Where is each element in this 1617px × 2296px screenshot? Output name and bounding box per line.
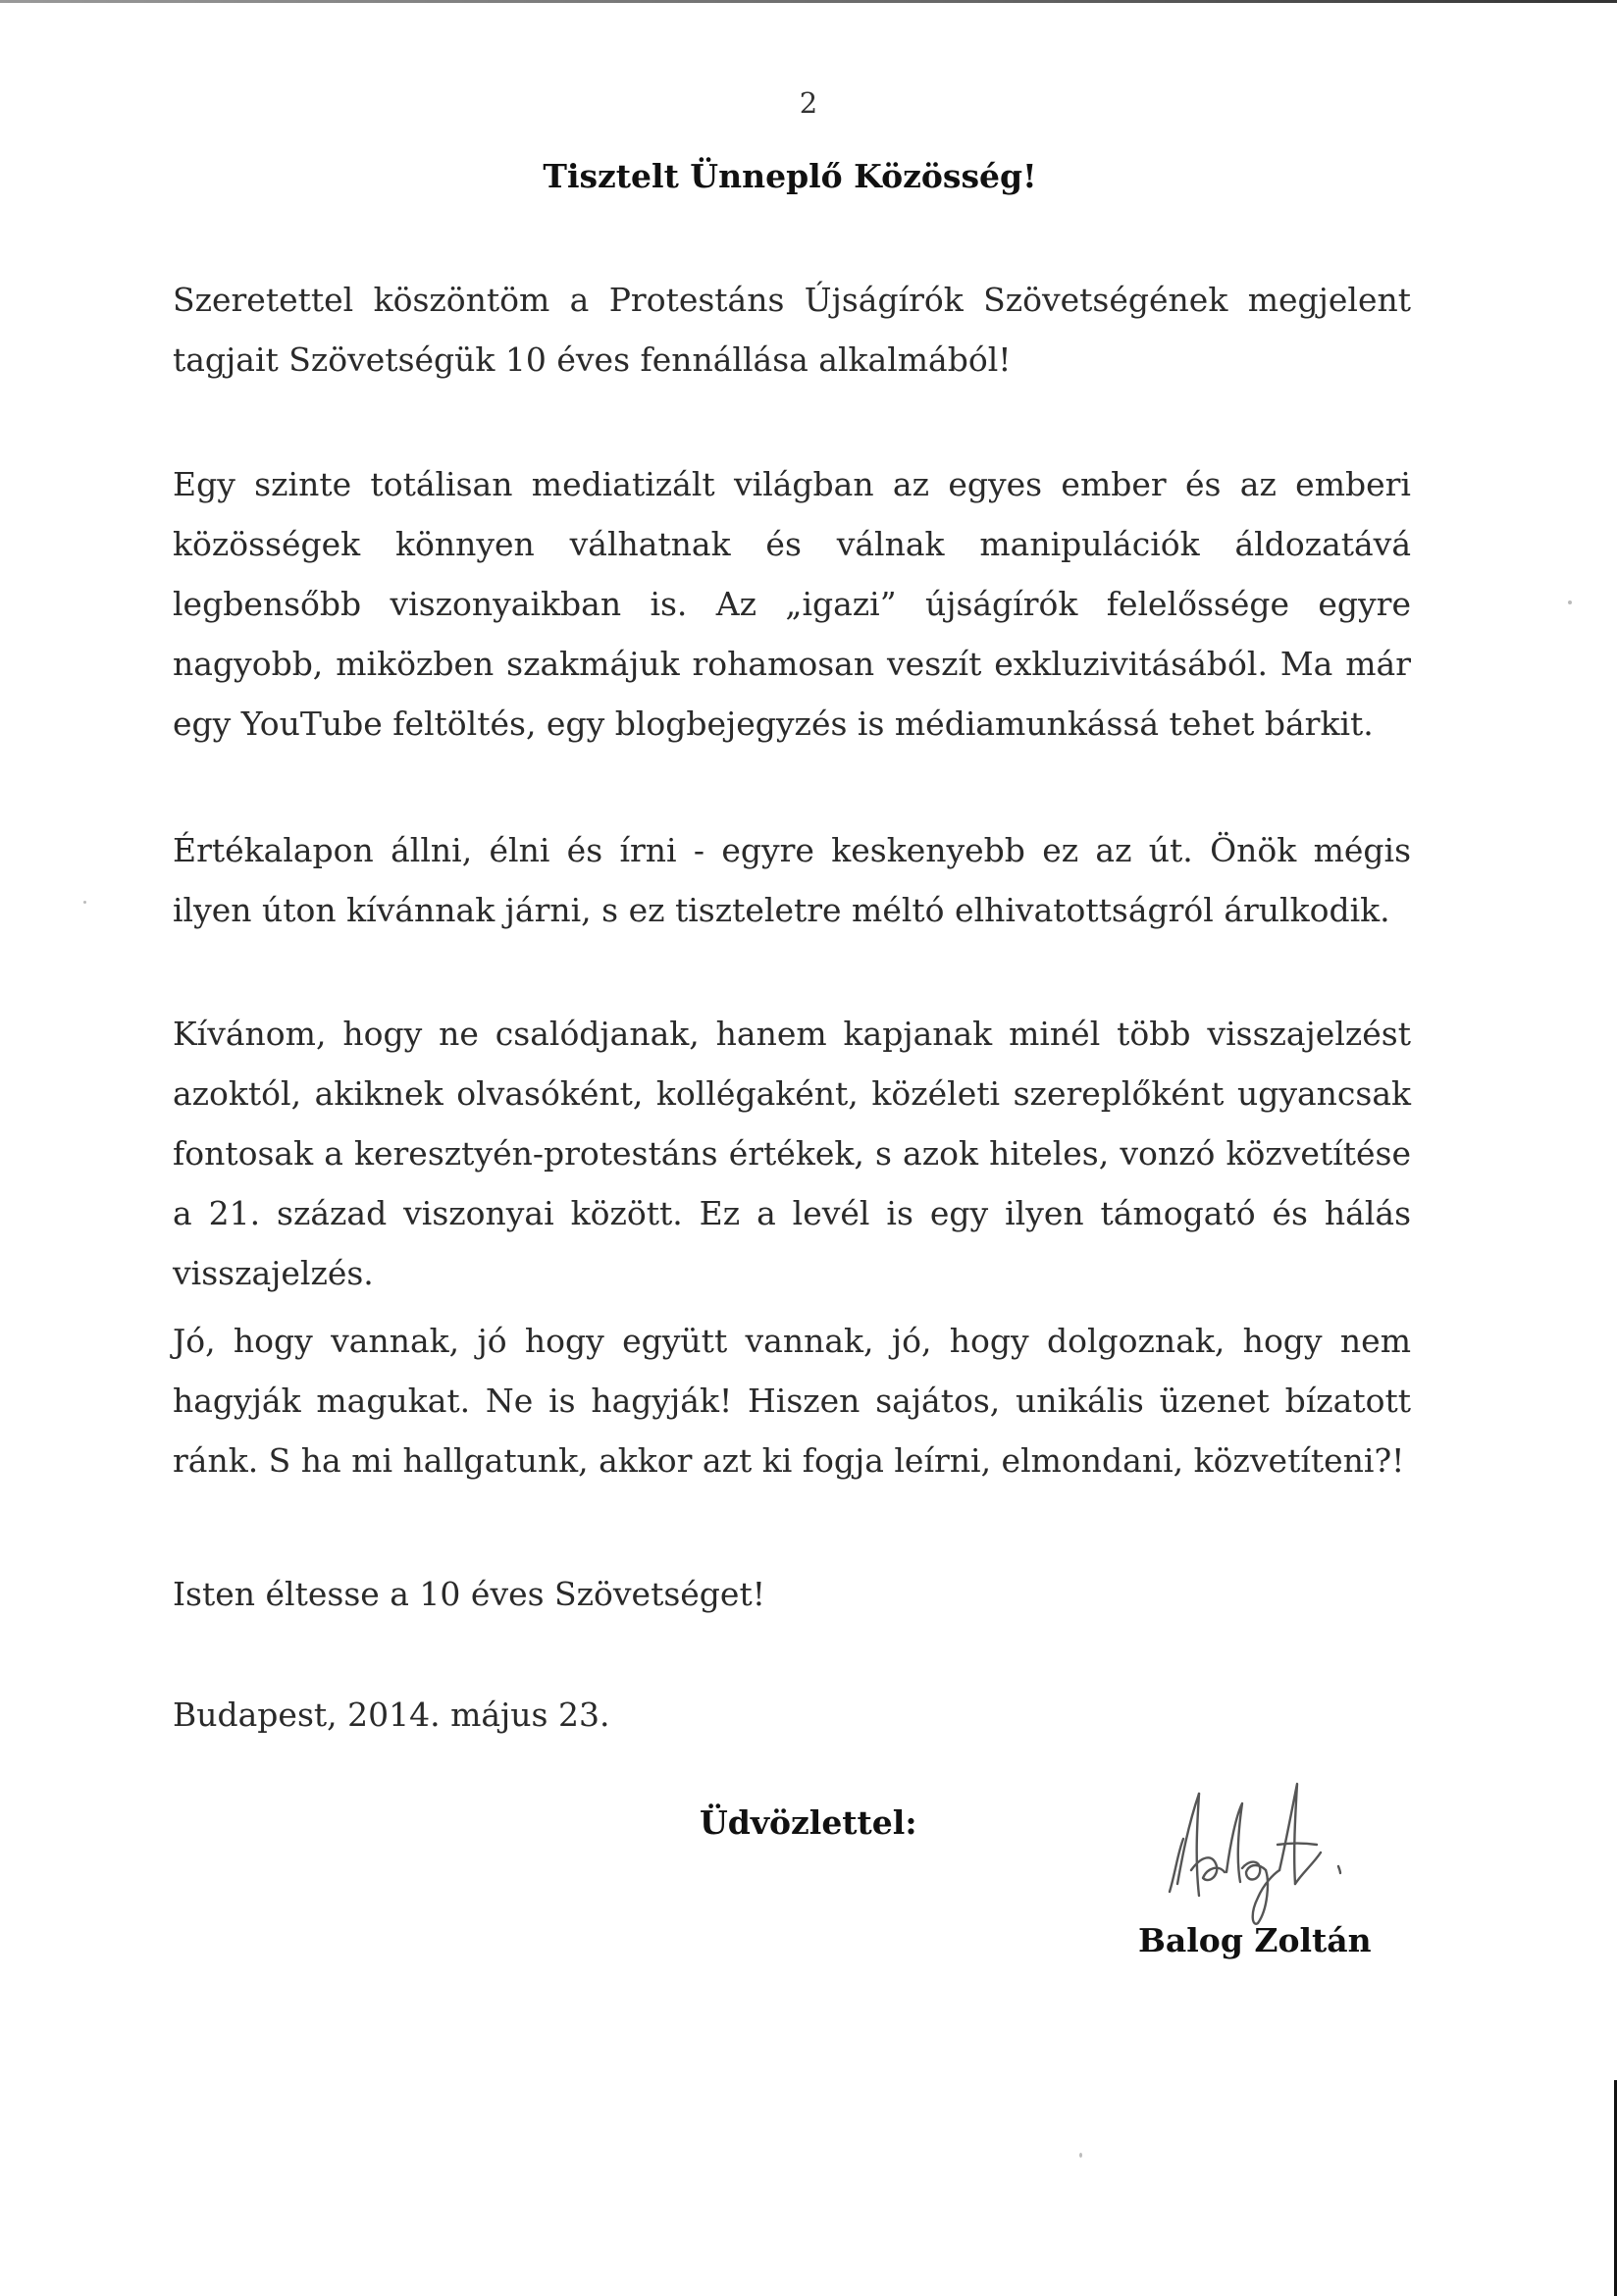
paragraph-wishes: Kívánom, hogy ne csalódjanak, hanem kapjanak minél több visszajelzést azoktól, akiknek olvasóként, kollégaként, közéleti szereplőként ugyancsak fontosak a keresztyén-protestáns értékek, s azok hiteles, vonzó közvetítése a 21. század viszonyai között. Ez a levél is egy ilyen támogató és hálás visszajelzés.: [173, 1015, 1411, 1292]
page-number: 2: [799, 86, 818, 120]
letter-salutation: Tisztelt Ünneplő Közösség!: [543, 157, 1037, 195]
paragraph-blessing: Isten éltesse a 10 éves Szövetséget!: [173, 1575, 765, 1613]
scan-speck: [1568, 600, 1572, 604]
handwritten-signature: [1148, 1774, 1383, 1931]
letter-date: Budapest, 2014. május 23.: [173, 1696, 610, 1734]
paragraph-encouragement: Jó, hogy vannak, jó hogy együtt vannak, jó, hogy dolgoznak, hogy nem hagyják magukat. Ne is hagyják! Hiszen sajátos, unikális üzenet bízatott ránk. S ha mi hallgatunk, akkor azt ki fogja leírni, elmondani, közvetíteni?!: [173, 1322, 1411, 1480]
paragraph-greeting: Szeretettel köszöntöm a Protestáns Újságírók Szövetségének megjelent tagjait Szövetségük 10 éves fennállása alkalmából!: [173, 281, 1411, 379]
paragraph-media-world: Egy szinte totálisan mediatizált világban az egyes ember és az emberi közösségek könnyen válhatnak és válnak manipulációk áldozatává legbensőbb viszonyaikban is. Az „igazi” újságírók felelőssége egyre nagyobb, miközben szakmájuk rohamosan veszít exkluzivitásából. Ma már egy YouTube feltöltés, egy blogbejegyzés is médiamunkássá tehet bárkit.: [173, 465, 1411, 743]
scan-speck: [83, 901, 86, 904]
signer-name: Balog Zoltán: [1138, 1921, 1372, 1959]
scan-edge-top: [0, 0, 1617, 3]
scan-speck: [1079, 2153, 1082, 2158]
closing-label: Üdvözlettel:: [700, 1803, 917, 1842]
paragraph-values: Értékalapon állni, élni és írni - egyre keskenyebb ez az út. Önök mégis ilyen úton kívánnak járni, s ez tiszteletre méltó elhivatottságról árulkodik.: [173, 831, 1411, 929]
